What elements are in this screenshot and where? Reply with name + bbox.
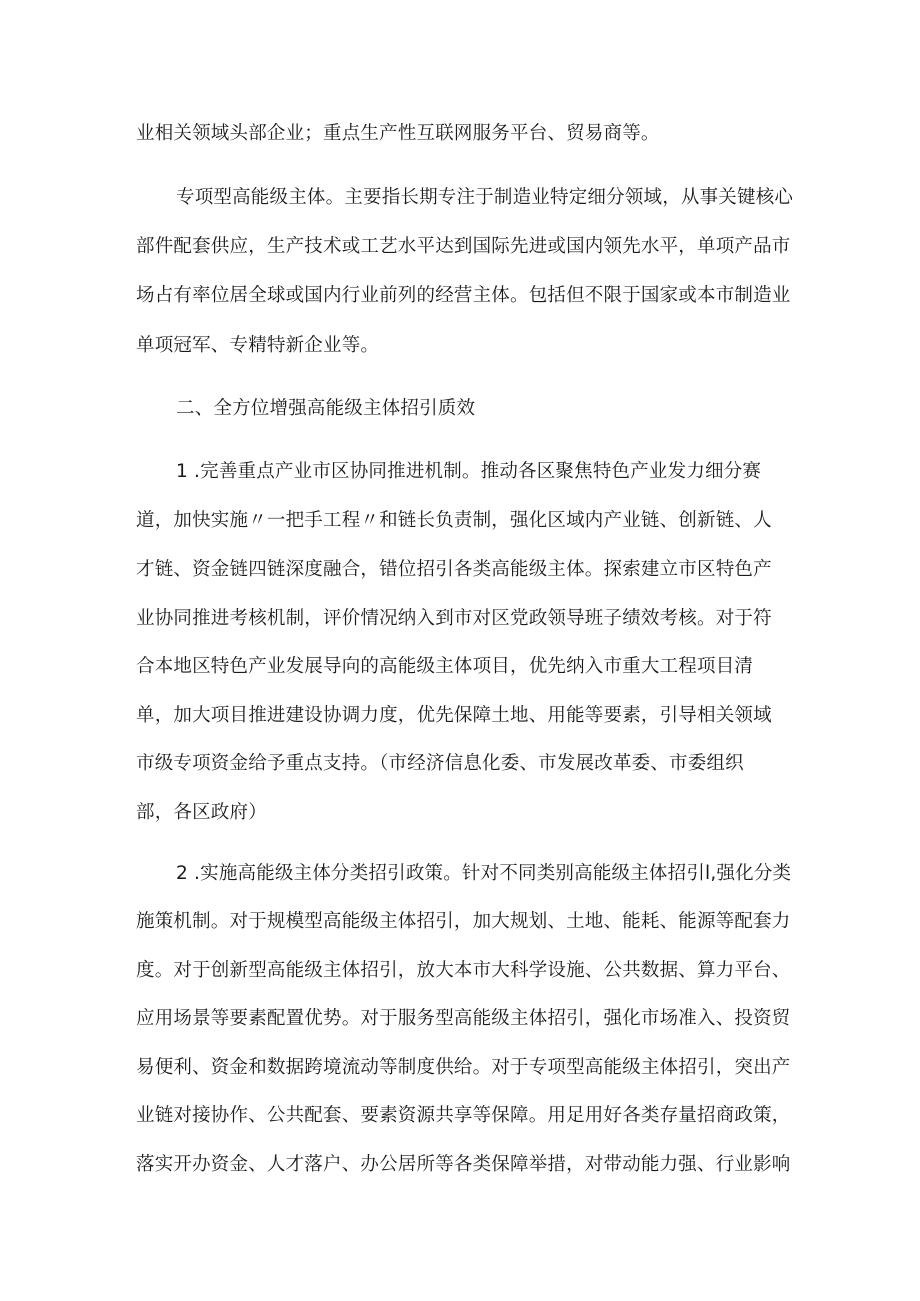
paragraph-line: 道，加快实施〃一把手工程〃和链长负责制，强化区域内产业链、创新链、人	[136, 510, 772, 531]
paragraph-line: 易便利、资金和数据跨境流动等制度供给。对于专项型高能级主体招引，突出产	[136, 1057, 791, 1078]
paragraph-line: 场占有率位居全球或国内行业前列的经营主体。包括但不限于国家或本市制造业	[136, 285, 791, 306]
paragraph-line: 1 .完善重点产业市区协同推进机制。推动各区聚焦特色产业发力细分赛	[176, 461, 762, 482]
paragraph-line: 施策机制。对于规模型高能级主体招引，加大规划、土地、能耗、能源等配套力	[136, 911, 791, 932]
paragraph-line: 业相关领域头部企业；重点生产性互联网服务平台、贸易商等。	[136, 123, 660, 144]
paragraph-line: 2 .实施高能级主体分类招引政策。针对不同类别高能级主体招引l,强化分类	[176, 863, 792, 884]
paragraph-line: 落实开办资金、人才落户、办公居所等各类保障举措，对带动能力强、行业影响	[136, 1154, 791, 1175]
paragraph-line: 市级专项资金给予重点支持。（市经济信息化委、市发展改革委、市委组织	[136, 753, 744, 774]
paragraph-line: 部，各区政府）	[136, 802, 267, 823]
section-heading: 二、全方位增强高能级主体招引质效	[176, 398, 476, 419]
paragraph-line: 度。对于创新型高能级主体招引，放大本市大科学设施、公共数据、算力平台、	[136, 960, 791, 981]
paragraph-line: 才链、资金链四链深度融合，错位招引各类高能级主体。探索建立市区特色产	[136, 559, 772, 580]
paragraph-line: 部件配套供应，生产技术或工艺水平达到国际先进或国内领先水平，单项产品市	[136, 236, 791, 257]
paragraph-line: 应用场景等要素配置优势。对于服务型高能级主体招引，强化市场准入、投资贸	[136, 1008, 791, 1029]
paragraph-line: 业协同推进考核机制，评价情况纳入到市对区党政领导班子绩效考核。对于符	[136, 608, 772, 629]
paragraph-line: 业链对接协作、公共配套、要素资源共享等保障。用足用好各类存量招商政策，	[136, 1105, 791, 1126]
paragraph-line: 单项冠军、专精特新企业等。	[136, 335, 380, 356]
paragraph-line: 专项型高能级主体。主要指长期专注于制造业特定细分领域，从事关键核心	[176, 187, 794, 208]
paragraph-line: 合本地区特色产业发展导向的高能级主体项目，优先纳入市重大工程项目清	[136, 656, 754, 677]
paragraph-line: 单，加大项目推进建设协调力度，优先保障土地、用能等要素，引导相关领域	[136, 705, 772, 726]
